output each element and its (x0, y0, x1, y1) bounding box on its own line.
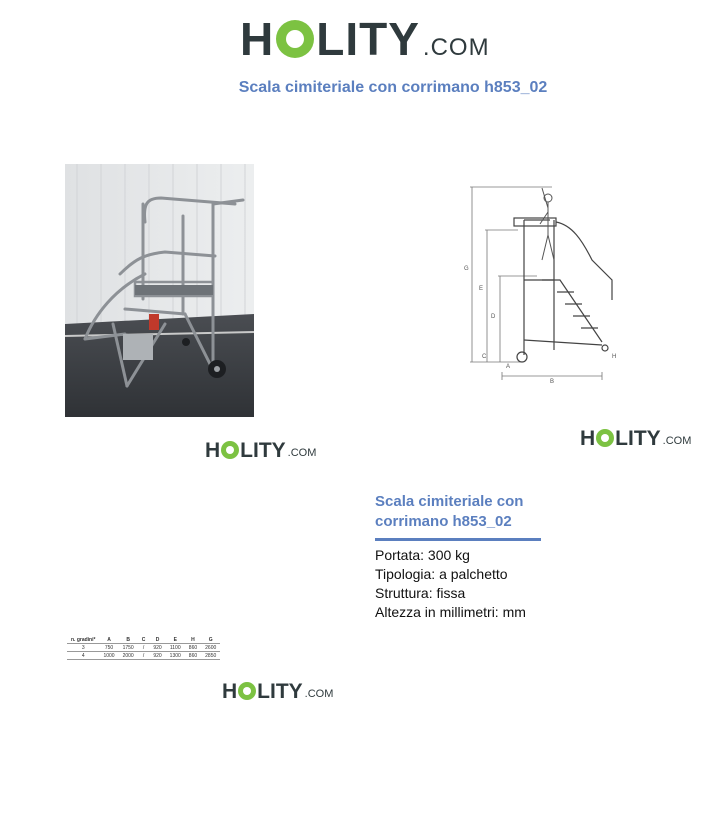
page-title: Scala cimiteriale con corrimano h853_02 (238, 79, 548, 96)
logo-com: .COM (304, 688, 334, 700)
col-e: E (166, 636, 185, 644)
table-cell: 2600 (201, 644, 220, 652)
col-d: D (149, 636, 165, 644)
spec-portata: Portata: 300 kg (375, 547, 470, 563)
table-cell: 1100 (166, 644, 185, 652)
drawing-label-b: B (550, 379, 555, 385)
spec-struttura: Struttura: fissa (375, 585, 466, 601)
col-g: G (201, 636, 220, 644)
spec-altezza: Altezza in millimetri: mm (375, 604, 526, 620)
drawing-label-c: C (482, 354, 487, 360)
table-cell: 3 (67, 644, 99, 652)
drawing-label-a: A (506, 364, 511, 370)
col-c: C (138, 636, 150, 644)
table-row (67, 652, 220, 660)
holity-logo-small[interactable] (205, 440, 316, 461)
logo-letters: LITY (615, 427, 661, 450)
spec-tipologia: Tipologia: a palchetto (375, 566, 508, 582)
logo-letters: LITY (257, 680, 303, 703)
logo-letter-h: H (222, 680, 238, 703)
drawing-label-h: H (612, 354, 617, 360)
logo-o-ring-icon (276, 20, 314, 58)
holity-logo-small-2[interactable] (580, 428, 691, 449)
table-cell: 1300 (166, 652, 185, 660)
table-cell: 860 (185, 644, 201, 652)
product-photo (65, 164, 254, 417)
table-cell: 2850 (201, 652, 220, 660)
table-cell: 1000 (99, 652, 118, 660)
col-gradini: n. gradini* (67, 636, 99, 644)
technical-drawing (462, 180, 627, 385)
holity-logo-small-3[interactable] (222, 681, 333, 702)
table-cell: / (138, 652, 150, 660)
table-cell: 1750 (119, 644, 138, 652)
drawing-label-e: E (479, 286, 484, 292)
holity-logo[interactable] (240, 13, 490, 65)
table-header-row (67, 636, 220, 644)
logo-com: .COM (662, 435, 692, 447)
table-cell: 920 (149, 644, 165, 652)
drawing-label-g: G (464, 266, 469, 272)
product-title: Scala cimiteriale con corrimano h853_02 (375, 493, 524, 530)
spec-table (67, 636, 220, 660)
logo-letter-h: H (205, 439, 221, 462)
table-cell: 2000 (119, 652, 138, 660)
logo-o-ring-icon (596, 429, 614, 447)
table-cell: 860 (185, 652, 201, 660)
col-h: H (185, 636, 201, 644)
col-a: A (99, 636, 118, 644)
logo-o-ring-icon (221, 441, 239, 459)
logo-letters: LITY (240, 439, 286, 462)
table-cell: 920 (149, 652, 165, 660)
table-cell: 750 (99, 644, 118, 652)
logo-letter-h: H (580, 427, 596, 450)
product-info (375, 492, 575, 622)
table-cell: / (138, 644, 150, 652)
logo-com: .COM (287, 447, 317, 459)
logo-com: .COM (422, 34, 490, 61)
logo-o-ring-icon (238, 682, 256, 700)
table-cell: 4 (67, 652, 99, 660)
title-divider (375, 538, 541, 541)
table-row (67, 644, 220, 652)
logo-letter-h: H (240, 13, 275, 65)
logo-letters: LITY (316, 13, 420, 65)
col-b: B (119, 636, 138, 644)
drawing-label-d: D (491, 314, 496, 320)
